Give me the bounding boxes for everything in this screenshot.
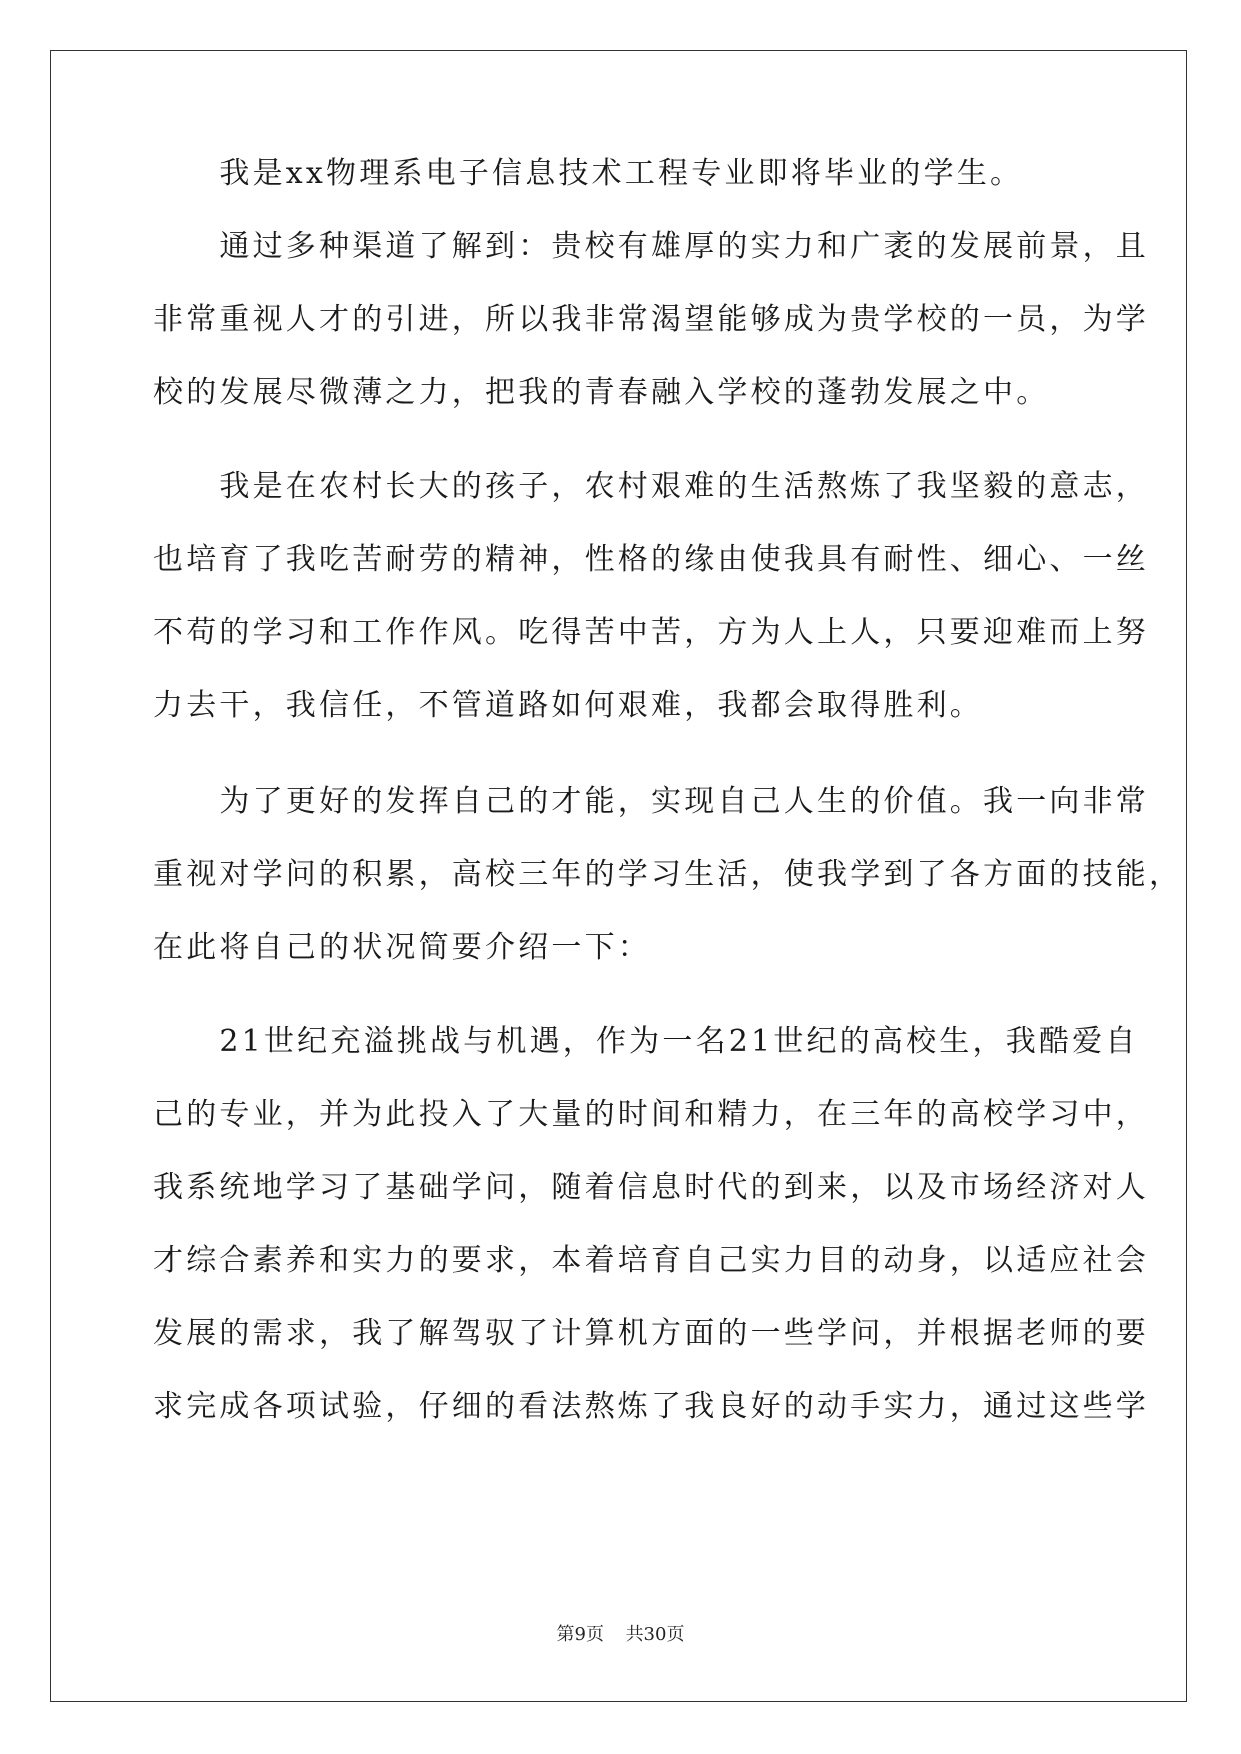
text-line: 通过多种渠道了解到：贵校有雄厚的实力和广袤的发展前景，且 xyxy=(153,229,1149,264)
text-line: 重视对学问的积累，高校三年的学习生活，使我学到了各方面的技能， xyxy=(153,857,1183,892)
text-line: 我是在农村长大的孩子，农村艰难的生活熬炼了我坚毅的意志， xyxy=(153,469,1149,504)
text-line: 我是xx物理系电子信息技术工程专业即将毕业的学生。 xyxy=(153,156,1024,191)
page-total: 共30页 xyxy=(625,1624,685,1645)
text-line: 不苟的学习和工作作风。吃得苦中苦，方为人上人，只要迎难而上努 xyxy=(153,615,1149,650)
page-number: 第9页 xyxy=(556,1624,604,1645)
text-line: 校的发展尽微薄之力，把我的青春融入学校的蓬勃发展之中。 xyxy=(153,375,1050,410)
text-line: 为了更好的发挥自己的才能，实现自己人生的价值。我一向非常 xyxy=(153,784,1149,819)
text-line: 发展的需求，我了解驾驭了计算机方面的一些学问，并根据老师的要 xyxy=(153,1316,1149,1351)
text-line: 力去干，我信任，不管道路如何艰难，我都会取得胜利。 xyxy=(153,688,983,723)
text-line: 在此将自己的状况简要介绍一下： xyxy=(153,930,651,965)
text-line: 非常重视人才的引进，所以我非常渴望能够成为贵学校的一员，为学 xyxy=(153,302,1149,337)
text-line: 21世纪充溢挑战与机遇，作为一名21世纪的高校生，我酷爱自 xyxy=(153,1024,1139,1059)
text-line: 求完成各项试验，仔细的看法熬炼了我良好的动手实力，通过这些学 xyxy=(153,1389,1149,1424)
text-line: 才综合素养和实力的要求，本着培育自己实力目的动身，以适应社会 xyxy=(153,1243,1149,1278)
text-line: 己的专业，并为此投入了大量的时间和精力，在三年的高校学习中， xyxy=(153,1097,1149,1132)
text-line: 我系统地学习了基础学问，随着信息时代的到来，以及市场经济对人 xyxy=(153,1170,1149,1205)
text-line: 也培育了我吃苦耐劳的精神，性格的缘由使我具有耐性、细心、一丝 xyxy=(153,542,1149,577)
page-footer xyxy=(0,1623,1241,1647)
